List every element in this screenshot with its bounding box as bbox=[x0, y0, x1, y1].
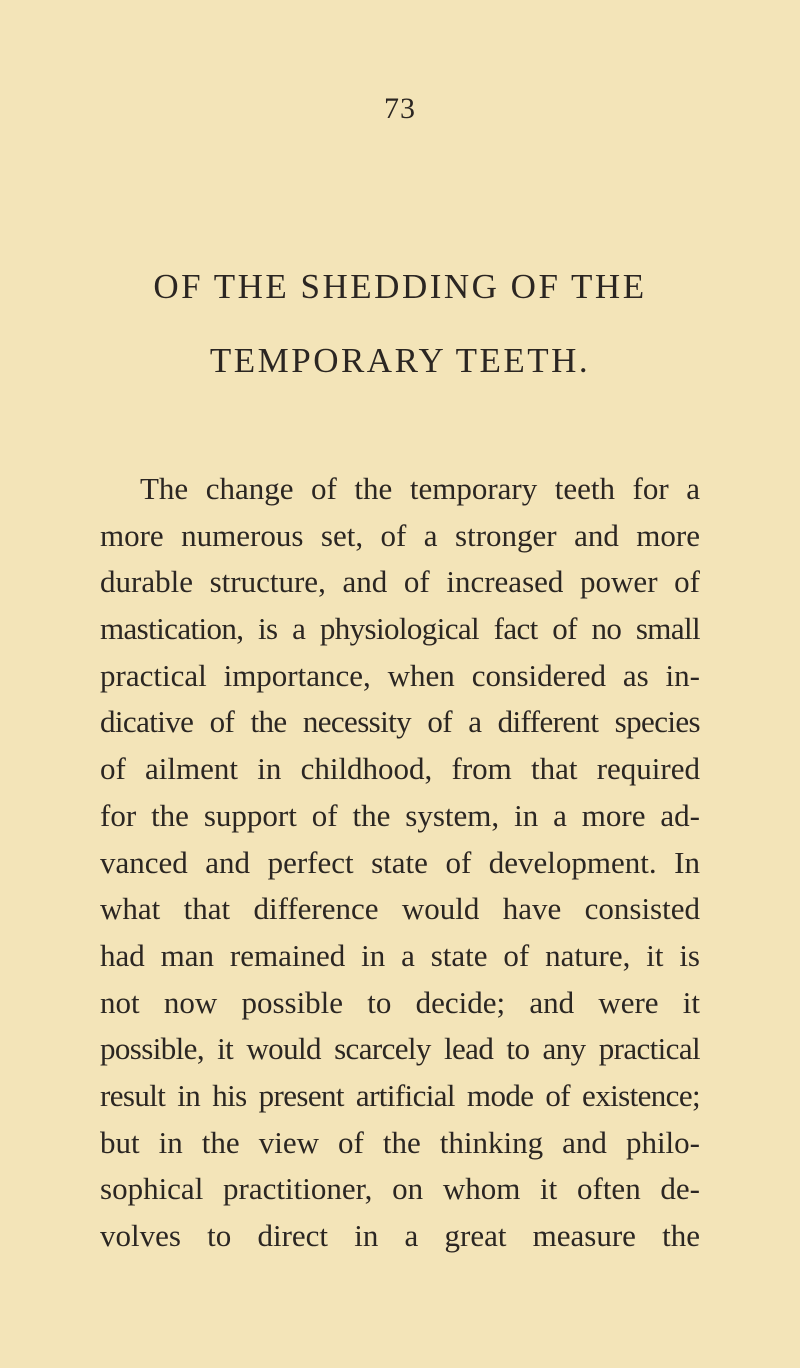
text-line: more numerous set, of a stronger and more bbox=[100, 517, 700, 553]
text-line: for the support of the system, in a more ad- bbox=[100, 797, 700, 833]
text-line: volves to direct in a great measure the bbox=[100, 1218, 700, 1253]
text-line: but in the view of the thinking and philo- bbox=[100, 1124, 700, 1160]
text-line: practical importance, when considered as in- bbox=[100, 657, 700, 693]
text-line: durable structure, and of increased power of bbox=[100, 564, 700, 600]
text-line: had man remained in a state of nature, it is bbox=[100, 937, 700, 973]
text-line: of ailment in childhood, from that required bbox=[100, 751, 700, 787]
text-line: mastication, is a physiological fact of no small bbox=[100, 611, 700, 647]
page-number: 73 bbox=[384, 92, 416, 125]
text-line: dicative of the necessity of a different species bbox=[100, 704, 700, 740]
body-paragraph bbox=[100, 466, 700, 1260]
text-line: vanced and perfect state of development. In bbox=[100, 844, 700, 880]
text-line: possible, it would scarcely lead to any practical bbox=[100, 1031, 700, 1067]
text-line: sophical practitioner, on whom it often de- bbox=[100, 1171, 700, 1207]
text-line: result in his present artificial mode of existence; bbox=[100, 1077, 700, 1113]
text-line: The change of the temporary teeth for a bbox=[140, 471, 700, 506]
chapter-heading-line-1: OF THE SHEDDING OF THE bbox=[153, 267, 647, 306]
chapter-heading-line-2: TEMPORARY TEETH. bbox=[209, 341, 591, 380]
text-line: not now possible to decide; and were it bbox=[100, 984, 700, 1020]
text-line: what that difference would have consisted bbox=[100, 891, 700, 927]
